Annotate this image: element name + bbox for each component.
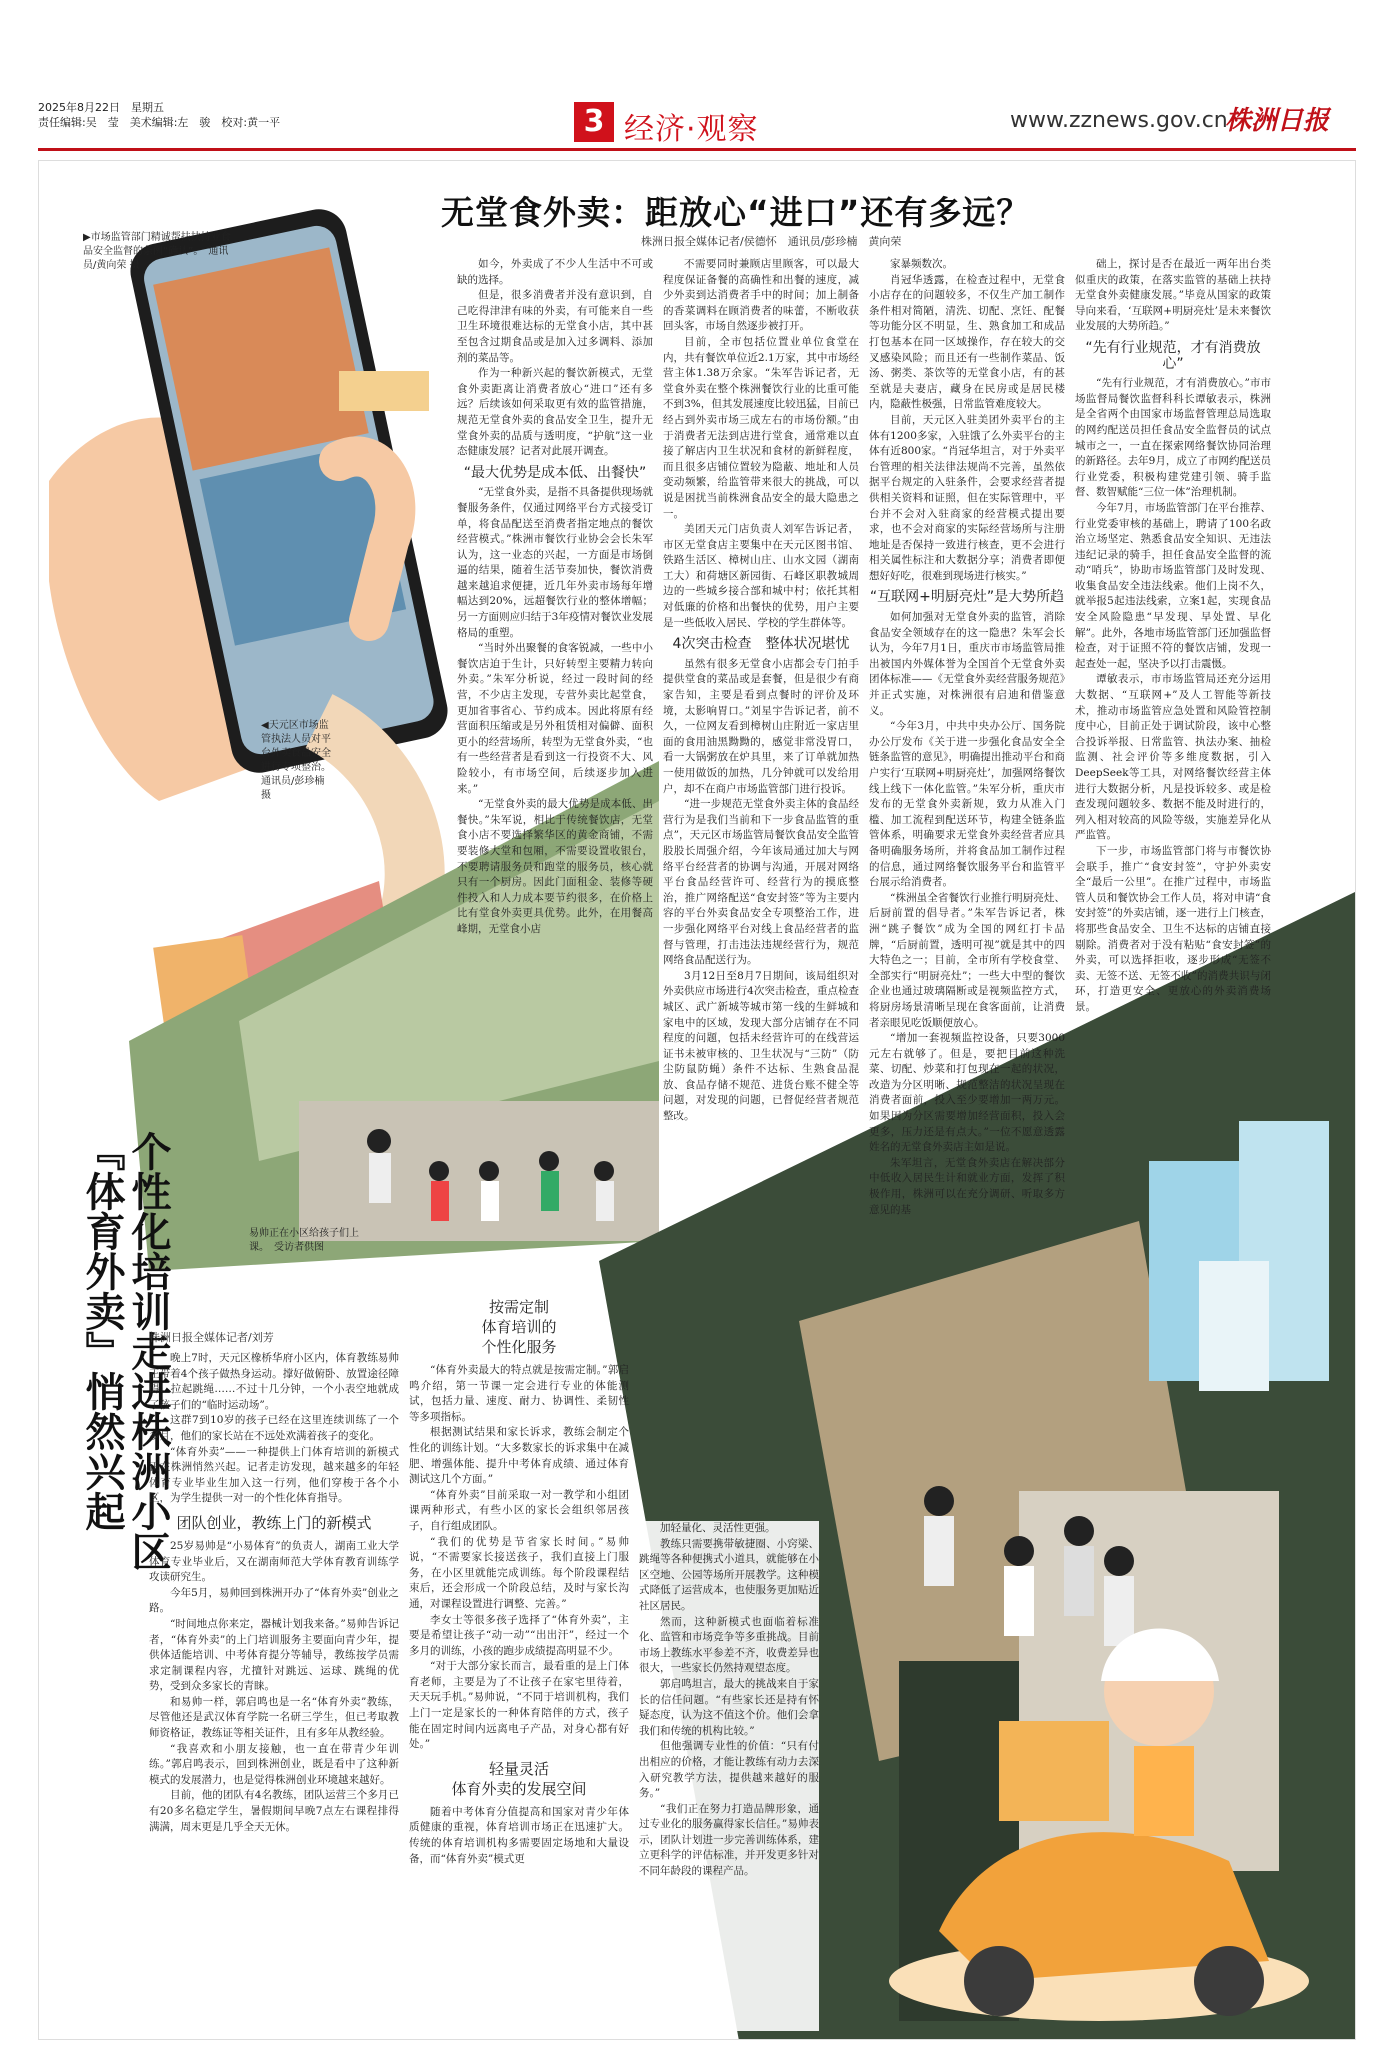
paragraph: 今年7月，市场监管部门在平台推荐、行业党委审核的基础上，聘请了100名政治立场坚定、熟悉食品安全知识、无违法违纪记录的骑手，担任食品安全监督的流动“哨兵”，协助市场监管部门及时发现、收集食品安全违法线索。他们上岗不久，就举报5起违法线索，立案1起，实现食品安全风险隐患“早发现、早处置、早化解”。此外，各地市场监管部门还加强监督检查，对于证照不符的餐饮店铺，发现一起查处一起，坚决予以打击震慑。 xyxy=(1075,501,1271,670)
paragraph: 家暴频数次。 xyxy=(890,258,953,270)
article2-column-3 xyxy=(639,1521,819,2031)
subheading: “互联网+明厨亮灶”是大势所趋 xyxy=(869,589,1065,606)
article2-byline: 株洲日报全媒体记者/刘芳 xyxy=(149,1331,274,1344)
header-rule xyxy=(38,148,1356,151)
subheading: 4次突击检查 整体状况堪忧 xyxy=(672,636,850,653)
article1-headline: 无堂食外卖：距放心“进口”还有多远？ xyxy=(441,193,1031,232)
paragraph: 如今，外卖成了不少人生活中不可或缺的选择。 xyxy=(457,258,653,286)
paragraph: “先有行业规范，才有消费放心。”市市场监督局餐饮监督科科长谭敏表示，株洲是全省两个由国家市场监督管理总局选取的网约配送员担任食品安全监督员的试点城市之一，一直在探索网络餐饮协同治理的新路径。去年9月，成立了市网约配送员行业党委，积极构建党建引领、骑手监督、数智赋能“三位一体”治理机制。 xyxy=(1075,377,1271,499)
masthead-info xyxy=(38,100,280,130)
paragraph: 虽然有很多无堂食小店都会专门拍手提供堂食的菜品或是套餐，但是很少有商家告知，主要是看到点餐时的评价及环境，太影响胃口。”刘星宇告诉记者，前不久，一位网友看到樟树山庄附近一家店里面的食用油黑黝黝的，感觉非常没胃口，看一大锅粥放在炉具里，来了订单就加热一使用做饭的加热，几分钟就可以发给用户，却不在商户市场监管部门进行投诉。 xyxy=(663,657,859,795)
article1-column-3 xyxy=(869,257,1065,1327)
section-number: 3 xyxy=(574,102,614,142)
site-url[interactable]: www.zznews.gov.cn xyxy=(1010,108,1228,133)
paragraph: “体育外卖”——一种提供上门体育培训的新模式正在株洲悄然兴起。记者走访发现，越来越多的年轻体育专业毕业生加入这一行列，他们穿梭于各个小区，为学生提供一对一的个性化体育指导。 xyxy=(149,1445,399,1505)
phone-hand-illustration xyxy=(49,204,453,801)
paragraph: “无堂食外卖的最大优势是成本低、出餐快。”朱军说，相比于传统餐饮店，无堂食小店不要选择繁华区的黄金商铺，不需要装修大堂和包厢，不需要设置收银台，不要聘请服务员和跑堂的服务员，核心就只有一个厨房。因此门面租金、装修等硬件投入和人力成本要节约很多，在价格上比有堂食外卖更具优势。此外，在用餐高峰期，无堂食小店 xyxy=(457,798,653,935)
paragraph: “时间地点你来定，器械计划我来备。”易帅告诉记者，“体育外卖”的上门培训服务主要面向青少年，提供体适能培训、中考体育提分等辅导，教练按学员需求定制课程内容，尤擅针对跳远、运球、跳绳的优势，受到众多家长的青睐。 xyxy=(149,1617,399,1693)
paragraph: “增加一套视频监控设备，只要3000元左右就够了。但是，要把目前这种洗菜、切配、炒菜和打包现在一起的状况，改造为分区明晰、规范整洁的状况呈现在消费者面前，投入至少要增加一两万元。如果因为分区需要增加经营面积，投入会更多，压力还是有点大。”一位不愿意透露姓名的无堂食外卖店主如是说。 xyxy=(869,1032,1065,1154)
paragraph: “我喜欢和小朋友接触，也一直在带青少年训练。”郭启鸣表示，回到株洲创业，既是看中了这种新模式的发展潜力，也是觉得株洲创业环境越来越好。 xyxy=(149,1742,399,1786)
paragraph: 根据测试结果和家长诉求，教练会制定个性化的训练计划。“大多数家长的诉求集中在减肥、增强体能、提升中考体育成绩、通过体育测试这几个方面。” xyxy=(409,1426,629,1486)
paragraph: “进一步规范无堂食外卖主体的食品经营行为是我们当前和下一步食品监管的重点”，天元区市场监管局餐饮食品安全监管股股长周强介绍，今年该局通过加大与网络平台经营者的协调与沟通，开展对网络平台食品经营许可、经营行为的摸底整治，推广网络配送“食安封签”等为主要内容的平台外卖食品安全专项整治工作，进一步强化网络平台对线上食品经营者的监督与管理，打击违法违规经营行为，规范网络食品配送行为。 xyxy=(663,798,859,967)
article2-photo-caption: 易帅正在小区给孩子们上课。 受访者供图 xyxy=(249,1228,359,1253)
issue-date: 2025年8月22日 星期五 xyxy=(38,101,164,114)
paragraph: “今年3月，中共中央办公厅、国务院办公厅发布《关于进一步强化食品安全全链条监管的意见》，明确提出推动平台和商户实行‘互联网+明厨亮灶’，加强网络餐饮线上线下一体化监管。”朱军分析，重庆市发布的无堂食外卖新规，致力从准入门槛、加工流程到配送环节，构建全链条监管体系，明确要求无堂食外卖经营者应具备明确服务场所，并将食品加工制作过程的信息，通过网络餐饮服务平台和监管平台展示给消费者。 xyxy=(869,720,1065,889)
article2-column-1 xyxy=(149,1351,399,2031)
subheading: 轻量灵活 体育外卖的发展空间 xyxy=(451,1759,587,1798)
paragraph: 础上，探讨是否在最近一两年出台类似重庆的政策，在落实监管的基础上扶持无堂食外卖健康发展。”毕竟从国家的政策导向来看，‘互联网+明厨亮灶’是未来餐饮业发展的大势所趋。” xyxy=(1075,258,1271,333)
paragraph: 25岁易帅是“小易体育”的负责人，湖南工业大学体育专业毕业后，又在湖南师范大学体育教育训练学攻读研究生。 xyxy=(149,1539,399,1584)
photo-caption-top: ▶市场监管部门精诚帮扶扶持业食品安全监督的条例“确认”。 通讯员/黄向荣 摄 xyxy=(83,232,231,271)
paragraph: “我们的优势是节省家长时间。”易帅说，“不需要家长接送孩子，我们直接上门服务，在小区里就能完成训练。每个阶段课程结束后，还会形成一个阶段总结，及时与家长沟通，对课程设置进行调整、完善。” xyxy=(409,1535,629,1610)
photo-caption-mid: ◀天元区市场监管执法人员对平台外卖食品安全进行专项整治。 通讯员/彭珍楠 摄 xyxy=(261,720,336,801)
subheading: “最大优势是成本低、出餐快” xyxy=(463,464,647,481)
paragraph: 加轻量化、灵活性更强。 xyxy=(660,1522,776,1534)
page-frame xyxy=(38,160,1356,2040)
paragraph: “对于大部分家长而言，最看重的是上门体育老师，主要是为了不让孩子在家宅里待着，天天玩手机。”易帅说，“不同于培训机构，我们上门一定是家长的一种体育陪伴的方式，孩子能在固定时间内远离电子产品，对身心都有好处。” xyxy=(409,1660,629,1751)
paragraph: 随着中考体育分值提高和国家对青少年体质健康的重视，体育培训市场正在迅速扩大。传统的体育培训机构多需要固定场地和大量设备，而“体育外卖”模式更 xyxy=(409,1805,629,1865)
city-buildings-illustration xyxy=(1149,1121,1329,1391)
newspaper-logo: 株洲日报 xyxy=(1225,106,1330,136)
paragraph: 晚上7时，天元区橡桥华府小区内，体育教练易帅正带着4个孩子做热身运动。撑好做俯卧、放置途径障碍、拉起跳绳……不过十几分钟，一个小表空地就成了孩子们的“临时运动场”。 xyxy=(149,1352,399,1411)
article2-column-2 xyxy=(409,1291,629,2031)
subheading: 按需定制 体育培训的 个性化服务 xyxy=(481,1298,557,1356)
paragraph: 但是，很多消费者并没有意识到，自己吃得津津有味的外卖，有可能来自一些卫生环境很难达标的无堂食小店，其中甚至包含过期食品或是加入过多调料、添加剂的菜品等。 xyxy=(457,289,653,364)
paragraph: “体育外卖”目前采取一对一教学和小组团课两种形式，有些小区的家长会组织邻居孩子，自行组成团队。 xyxy=(409,1488,629,1532)
paragraph: 李女士等很多孩子选择了“体育外卖”，主要是希望让孩子“动一动”“出出汗”，经过一个多月的训练，小孩的跑步成绩提高明显不少。 xyxy=(409,1613,629,1657)
paragraph: “体育外卖最大的特点就是按需定制。”郭启鸣介绍，第一节课一定会进行专业的体能测试，包括力量、速度、耐力、协调性、柔韧性等多项指标。 xyxy=(409,1364,629,1423)
article2-headline-line2: 『体育外卖』悄然兴起 xyxy=(79,1131,125,1531)
subheading: “先有行业规范，才有消费放心” xyxy=(1085,339,1261,372)
paragraph: 郭启鸣坦言，最大的挑战来自于家长的信任问题。“有些家长还是持有怀疑态度，认为这不值这个价。他们会拿我们和传统的机构比较。” xyxy=(639,1677,819,1737)
paragraph: 朱军坦言，无堂食外卖店在解决部分中低收入居民生计和就业方面，发挥了积极作用，株洲可以在充分调研、听取多方意见的基 xyxy=(869,1156,1065,1216)
paragraph: “我们正在努力打造品牌形象，通过专业化的服务赢得家长信任。”易帅表示，团队计划进一步完善训练体系，建立更科学的评估标准，并开发更多针对不同年龄段的课程产品。 xyxy=(639,1802,819,1878)
paragraph: 3月12日至8月7日期间，该局组织对外卖供应市场进行4次突击检查，重点检查城区、武广新城等城市第一线的生鲜城和家电中的区域，发现大部分店铺存在不同程度的问题，包括未经营许可的在线营运证书未被审核的、卫生状况与“三防”（防尘防鼠防蝇）条件不达标、生熟食品混放、食品存储不规范、进货台账不健全等问题，对发现的问题，已督促经营者规范整改。 xyxy=(663,969,859,1123)
paragraph: 美团天元门店负责人刘军告诉记者，市区无堂食店主要集中在天元区图书馆、铁路生活区、樟树山庄、山水文园（湖南工大）和荷塘区新园街、石峰区职教城周边的一些城乡接合部和城中村；依托其相对低廉的价格和出餐快的优势，用户主要是一些低收入居民、学校的学生群体等。 xyxy=(663,523,859,629)
paragraph: 目前，他的团队有4名教练，团队运营三个多月已有20多名稳定学生，暑假期间早晚7点左右课程排得满满，周末更是几乎全天无休。 xyxy=(149,1789,399,1833)
paragraph: 这群7到10岁的孩子已经在这里连续训练了一个多月，他们的家长站在不远处欢满着孩子的变化。 xyxy=(149,1414,399,1442)
paragraph: 谭敏表示，市市场监管局还充分运用大数据、“互联网+”及人工智能等新技术，推动市场监管应急处置和风险管控制度中心，目前正处于调试阶段，该中心整合投诉举报、日常监管、执法办案、抽检监测、社会评价等多维度数据，引入DeepSeek等工具，对网络餐饮经营主体进行大数据分析，凡是投诉较多、或是检查发现问题较多、数据不能及时进行的，列入相对较高的风险等级，实施差异化从严监管。 xyxy=(1075,673,1271,842)
paragraph: 今年5月，易帅回到株洲开办了“体育外卖”创业之路。 xyxy=(149,1586,399,1615)
article1-column-1 xyxy=(457,257,653,1167)
article2-headline-line1: 个性化培训走进株洲小区 xyxy=(125,1131,171,1571)
article1-column-2 xyxy=(663,257,859,1157)
paragraph: 教练只需要携带敏捷圈、小窍梁、跳绳等各种便携式小道具，就能够在小区空地、公园等场所开展教学。这种模式降低了运营成本，也使服务更加贴近社区居民。 xyxy=(639,1537,819,1612)
paragraph: “株洲虽全省餐饮行业推行明厨亮灶、后厨前置的倡导者。”朱军告诉记者，株洲“跳子餐饮”成为全国的网红打卡品牌，“后厨前置，透明可视”就是其中的四大特色之一；目前，全市所有学校食堂、全部实行“明厨亮灶”；一些大中型的餐饮企业也通过玻璃隔断或是视频监控方式，将厨房场景清晰呈现在食客面前，让消费者亲眼见吃饭顺便放心。 xyxy=(869,891,1065,1029)
paragraph: 不需要同时兼顾店里顾客，可以最大程度保证备餐的高确性和出餐的速度，减少外卖到达消费者手中的时间；加上制备的香菜调料在顾消费者的味蕾，不断收获回头客，市场自然逐步被打开。 xyxy=(663,258,859,333)
paragraph: 目前，天元区入驻美团外卖平台的主体有1200多家，入驻饿了么外卖平台的主体有近800家。“肖冠华坦言，对于外卖平台管理的相关法律法规尚不完善，虽然依据平台规定的入驻条件，会要求经营者提供相关资料和证照，但在实际管理中，平台并不会对入驻商家的经营模式提出要求，也不会对商家的实际经营场所与注册地址是否保持一致进行核查，更不会进行相关属性标注和大数据分享；消费者即便想好好吃，很难到现场进行核实。” xyxy=(869,413,1065,582)
section-title: 经济·观察 xyxy=(624,112,759,147)
paragraph: 目前，全市包括位置业单位食堂在内，共有餐饮单位近2.1万家，其中市场经营主体1.38万余家。“朱军告诉记者，无堂食外卖在整个株洲餐饮行业的比重可能不到3%，但其发展速度比较迅猛，目前已经占到外卖市场三成左右的市场份额。”由于消费者无法到店进行堂食，通常难以直接了解店内卫生状况和食材的新鲜程度，而且很多店铺位置较为隐蔽、地址和人员变动频繁，给监管带来很大的挑战，可以说是困扰当前株洲食品安全的最大隐患之一。 xyxy=(663,335,859,520)
paragraph: 下一步，市场监管部门将与市餐饮协会联手，推广“食安封签”，守护外卖安全“最后一公里”。在推广过程中，市场监管人员和餐饮协会工作人员，将对申请“食安封签”的外卖店铺，逐一进行上门核查，将那些食品安全、卫生不达标的店铺直接剔除。消费者对于没有粘贴“食安封签”的外卖，可以选择拒收，逐步形成“无签不卖、无签不送、无签不收”的消费共识与闭环，打造更安全、更放心的外卖消费场景。 xyxy=(1075,844,1271,1013)
paragraph: 如何加强对无堂食外卖的监管，消除食品安全领域存在的这一隐患？朱军会长认为，今年7月1日，重庆市市场监管局推出被国内外媒体誉为全国首个无堂食外卖团体标准——《无堂食外卖经营服务规范》并正式实施，对株洲很有启迪和借鉴意义。 xyxy=(869,611,1065,717)
paragraph: 和易帅一样，郭启鸣也是一名“体育外卖”教练，尽管他还是武汉体育学院一名研三学生，但已考取教师资格证，教练证等相关证件，且有多年从教经验。 xyxy=(149,1695,399,1740)
paragraph: 然而，这种新模式也面临着标准化、监管和市场竞争等多重挑战。目前市场上教练水平参差不齐，收费差异也很大，一些家长仍然持观望态度。 xyxy=(639,1615,819,1675)
paragraph: 肖冠华透露，在检查过程中，无堂食小店存在的问题较多，不仅生产加工制作条件相对简陋，清洗、切配、烹饪、配餐等功能分区不明显，生、熟食加工和成品打包基本在同一区域操作，存在较大的交叉感染风险；而且还有一些制作菜品、饭汤、粥类、茶饮等的无堂食小店，有的甚至就是夫妻店，藏身在民房或是居民楼内，隐蔽性极强，日常监管难度较大。 xyxy=(869,273,1065,411)
editors-line: 责任编辑:吴 莹 美术编辑:左 骏 校对:黄一平 xyxy=(38,116,281,129)
article1-byline: 株洲日报全媒体记者/侯德怀 通讯员/彭珍楠 黄向荣 xyxy=(641,235,902,248)
paragraph: 作为一种新兴起的餐饮新模式，无堂食外卖距离让消费者放心“进口”还有多远？后续该如何采取更有效的监管措施，规范无堂食外卖的食品安全卫生，提升无堂食外卖的品质与透明度，“护航”这一业态健康发展？记者对此展开调查。 xyxy=(457,367,653,458)
subheading: 团队创业，教练上门的新模式 xyxy=(176,1513,372,1532)
paragraph: “无堂食外卖，是指不具备提供现场就餐服务条件，仅通过网络平台方式接受订单，将食品配送至消费者指定地点的餐饮经营模式。”株洲市餐饮行业协会会长朱军认为，这一业态的兴起，一方面是市场倒逼的结果，随着生活节奏加快，餐饮消费越来越追求便捷，近几年外卖市场每年增幅达到20%，远超餐饮行业的整体增幅；另一方面则应归结于3年疫情对餐饮业发展格局的重塑。 xyxy=(457,486,653,639)
article1-column-4 xyxy=(1075,257,1271,1017)
paragraph: “当时外出聚餐的食客锐减，一些中小餐饮店迫于生计，只好转型主要精力转向外卖。”朱军分析说，经过一段时间的经营，不少店主发现，专营外卖比起堂食，更加省事省心、节约成本。因此将原有经营面积压缩或是另外租赁相对偏僻、面积更小的经营场所，转型为无堂食外卖，“也有一些经营者是看到这一行投资不大、风险较小，有市场空间，后续逐步加入进来。” xyxy=(457,642,653,795)
paragraph: 但他强调专业性的价值：“只有付出相应的价格，才能让教练有动力去深入研究教学方法，提供越来越好的服务。” xyxy=(639,1740,819,1800)
